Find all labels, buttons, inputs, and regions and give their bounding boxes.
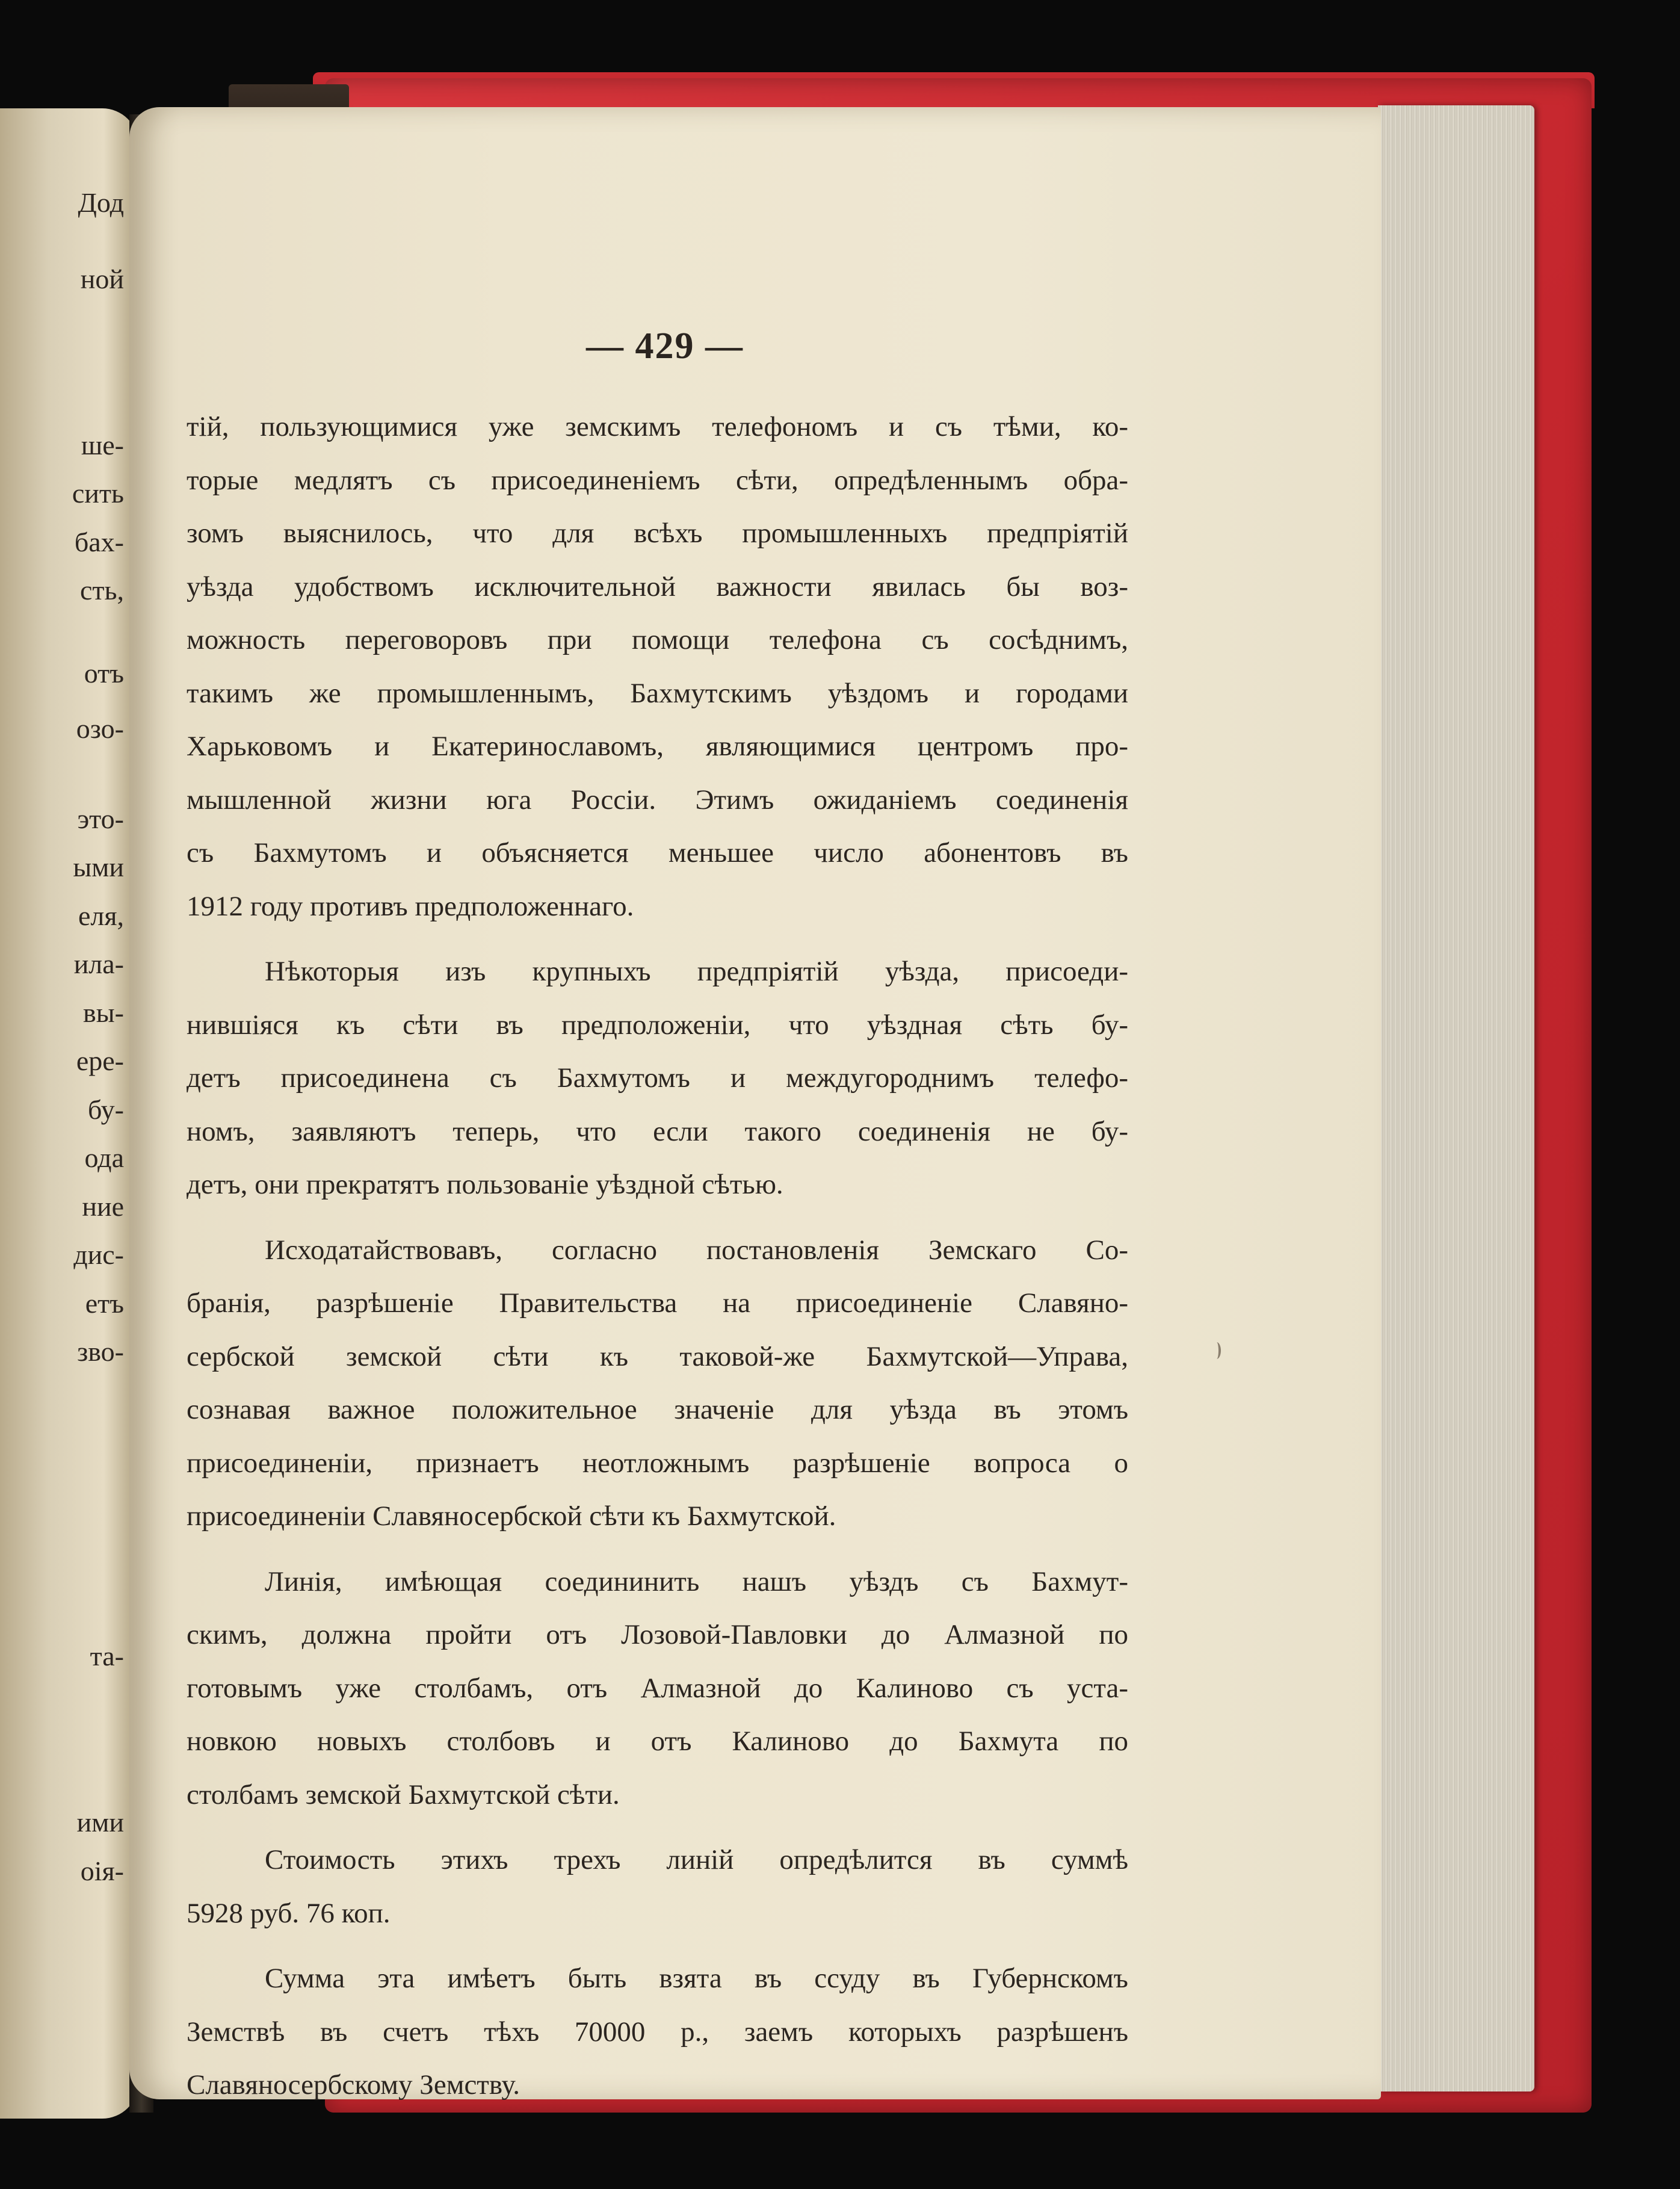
paragraph bbox=[187, 1833, 1128, 1940]
text-line: сознавая важное положительное значеніе для уѣзда въ этомъ bbox=[187, 1394, 1128, 1425]
left-page-fragment: озо- bbox=[76, 713, 124, 744]
text-line: номъ, заявляютъ теперь, что если такого соединенія не бу- bbox=[187, 1115, 1128, 1147]
text-line: 1912 году противъ предположеннаго. bbox=[187, 890, 634, 922]
text-line: Линія, имѣющая соедининить нашъ уѣздъ съ Бахмут- bbox=[265, 1565, 1128, 1597]
left-page-fragment: дис- bbox=[73, 1239, 124, 1270]
paragraph bbox=[187, 1952, 1128, 2112]
left-page-fragment: оія- bbox=[80, 1855, 124, 1886]
text-line: детъ присоединена съ Бахмутомъ и междугороднимъ телефо- bbox=[187, 1062, 1128, 1094]
text-line: детъ, они прекратятъ пользованіе уѣздной сѣтью. bbox=[187, 1169, 783, 1200]
text-line: скимъ, должна пройти отъ Лозовой-Павловки до Алмазной по bbox=[187, 1619, 1128, 1650]
text-line: мышленной жизни юга Россіи. Этимъ ожиданіемъ соединенія bbox=[187, 784, 1128, 816]
left-page-fragment: етъ bbox=[85, 1287, 124, 1319]
text-line: нившіяся къ сѣти въ предположеніи, что уѣздная сѣть бу- bbox=[187, 1009, 1128, 1041]
left-page-fragment: сть, bbox=[80, 575, 124, 605]
left-page-fragment: ше- bbox=[81, 429, 124, 460]
paragraph bbox=[187, 400, 1128, 933]
left-page-fragment: зво- bbox=[77, 1336, 124, 1367]
left-page-fragment: отъ bbox=[84, 658, 124, 689]
left-page-fragment: та- bbox=[90, 1641, 124, 1671]
left-page bbox=[0, 108, 138, 2119]
text-line: бранія, разрѣшеніе Правительства на присоединеніе Славяно- bbox=[187, 1287, 1128, 1319]
ink-mark bbox=[1212, 1342, 1221, 1359]
paragraph bbox=[187, 1224, 1128, 1543]
left-page-fragment: бах- bbox=[74, 526, 124, 557]
page-body-text bbox=[187, 400, 1128, 2124]
text-line: столбамъ земской Бахмутской сѣти. bbox=[187, 1779, 620, 1810]
text-line: Славяносербскому Земству. bbox=[187, 2069, 520, 2101]
text-line: съ Бахмутомъ и объясняется меньшее число абонентовъ въ bbox=[187, 837, 1128, 868]
text-line: сербской земской сѣти къ таковой-же Бахмутской—Управа, bbox=[187, 1340, 1128, 1372]
text-line: 5928 руб. 76 коп. bbox=[187, 1897, 391, 1929]
text-line: присоединеніи, признаетъ неотложнымъ разрѣшеніе вопроса о bbox=[187, 1447, 1128, 1479]
left-page-fragment: ода bbox=[84, 1142, 124, 1173]
text-line: можность переговоровъ при помощи телефона съ сосѣднимъ, bbox=[187, 624, 1128, 655]
left-page-fragment: ние bbox=[82, 1190, 124, 1222]
left-page-fragment: это- bbox=[77, 803, 124, 834]
text-line: Сумма эта имѣетъ быть взята въ ссуду въ Губернскомъ bbox=[265, 1963, 1128, 1994]
text-line: зомъ выяснилось, что для всѣхъ промышленныхъ предпріятій bbox=[187, 518, 1128, 549]
text-line: такимъ же промышленнымъ, Бахмутскимъ уѣздомъ и городами bbox=[187, 677, 1128, 709]
left-page-fragment: ыми bbox=[73, 852, 124, 882]
left-page-fragment: вы- bbox=[83, 997, 124, 1028]
text-line: присоединеніи Славяносербской сѣти къ Бахмутской. bbox=[187, 1500, 836, 1532]
left-page-fragment: ими bbox=[76, 1807, 124, 1838]
text-line: тій, пользующимися уже земскимъ телефономъ и съ тѣми, ко- bbox=[187, 411, 1128, 442]
text-line: торые медлятъ съ присоединеніемъ сѣти, опредѣленнымъ обра- bbox=[187, 464, 1128, 496]
text-line: Харьковомъ и Екатеринославомъ, являющимися центромъ про- bbox=[187, 731, 1128, 762]
text-line: Исходатайствовавъ, согласно постановленія Земскаго Со- bbox=[265, 1234, 1128, 1266]
left-page-fragment: сить bbox=[72, 478, 124, 509]
paragraph bbox=[187, 1555, 1128, 1822]
left-page-fragment: ере- bbox=[76, 1045, 124, 1076]
text-line: Нѣкоторыя изъ крупныхъ предпріятій уѣзда, присоеди- bbox=[265, 956, 1128, 987]
text-line: Земствѣ въ счетъ тѣхъ 70000 р., заемъ которыхъ разрѣшенъ bbox=[187, 2016, 1128, 2048]
text-line: Стоимость этихъ трехъ линій опредѣлится въ суммѣ bbox=[265, 1844, 1128, 1875]
left-page-fragment: еля, bbox=[78, 900, 124, 931]
left-page-fragment: ной bbox=[80, 263, 124, 294]
page-number: — 429 — bbox=[586, 326, 744, 367]
left-page-fragment: Дод bbox=[78, 187, 124, 218]
text-line: готовымъ уже столбамъ, отъ Алмазной до Калиново съ уста- bbox=[187, 1672, 1128, 1704]
text-line: новкою новыхъ столбовъ и отъ Калиново до Бахмута по bbox=[187, 1726, 1128, 1757]
left-page-fragment: ила- bbox=[73, 949, 124, 979]
paragraph bbox=[187, 945, 1128, 1212]
text-line: уѣзда удобствомъ исключительной важности явилась бы воз- bbox=[187, 571, 1128, 602]
left-page-fragment: бу- bbox=[88, 1094, 124, 1125]
page-edges bbox=[1378, 105, 1534, 2091]
